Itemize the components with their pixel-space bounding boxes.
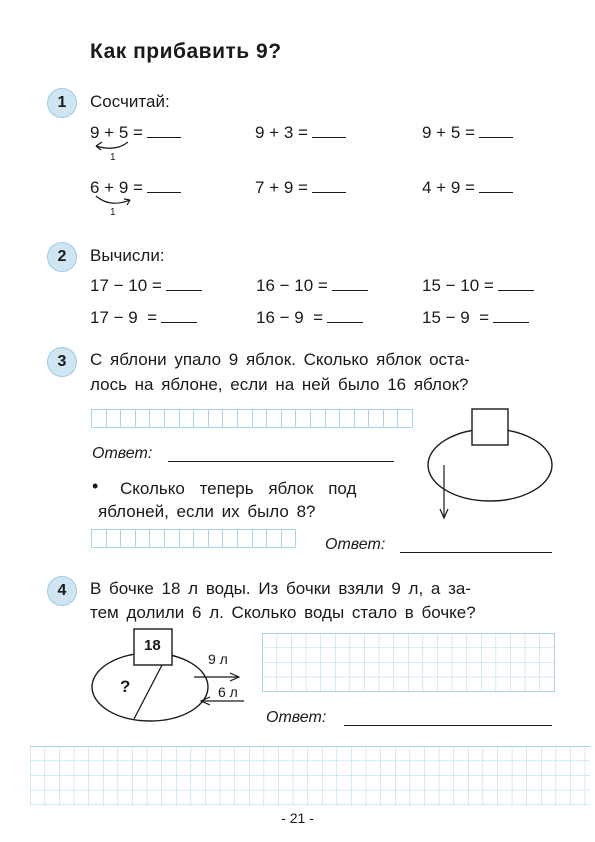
tree-box bbox=[472, 409, 508, 445]
strip-cell bbox=[368, 409, 384, 428]
notes-grid[interactable] bbox=[30, 746, 590, 808]
t2-expr-6-text: 15 − 9 = bbox=[422, 308, 490, 327]
strip-cell bbox=[237, 409, 253, 428]
strip-cell bbox=[164, 409, 180, 428]
t3-answer-label-2: Ответ: bbox=[325, 536, 386, 553]
strip-cell bbox=[310, 409, 326, 428]
out-arrow-label: 9 л bbox=[208, 651, 228, 667]
t2-expr-2 bbox=[256, 276, 368, 296]
t3-answer-line-2[interactable] bbox=[400, 552, 552, 553]
strip-cell bbox=[354, 409, 370, 428]
strip-cell bbox=[266, 529, 282, 548]
t2-expr-4 bbox=[90, 308, 197, 328]
t1-expr-2-text: 9 + 3 = bbox=[255, 123, 308, 142]
answer-blank[interactable] bbox=[479, 137, 513, 138]
barrel-diagram bbox=[90, 625, 250, 725]
strip-cell bbox=[383, 409, 399, 428]
t1-arrow-label-2: 1 bbox=[110, 207, 116, 218]
strip-cell bbox=[164, 529, 180, 548]
barrel-box-value: 18 bbox=[144, 637, 161, 654]
t1-expr-5-text: 7 + 9 = bbox=[255, 178, 308, 197]
strip-cell bbox=[135, 409, 151, 428]
t4-answer-label: Ответ: bbox=[266, 709, 327, 726]
answer-blank[interactable] bbox=[498, 290, 534, 291]
task-2-badge: 2 bbox=[47, 242, 77, 272]
strip-cell bbox=[193, 409, 209, 428]
answer-blank[interactable] bbox=[161, 322, 197, 323]
task-1-badge: 1 bbox=[47, 88, 77, 118]
strip-cell bbox=[339, 409, 355, 428]
t3-bullet: • bbox=[92, 476, 99, 496]
t2-expr-3-text: 15 − 10 = bbox=[422, 276, 494, 295]
answer-blank[interactable] bbox=[493, 322, 529, 323]
strip-cell bbox=[91, 409, 107, 428]
strip-cell bbox=[237, 529, 253, 548]
t1-expr-1-text: 9 + 5 = bbox=[90, 123, 143, 142]
answer-blank[interactable] bbox=[332, 290, 368, 291]
t3-answer-line[interactable] bbox=[168, 461, 394, 462]
answer-blank[interactable] bbox=[147, 137, 181, 138]
task-3-text-line-1: С яблони упало 9 яблок. Сколько яблок оста- bbox=[90, 350, 470, 369]
t2-expr-1 bbox=[90, 276, 202, 296]
strip-cell bbox=[266, 409, 282, 428]
task-1-heading: Сосчитай: bbox=[90, 92, 170, 111]
t3-followup-line-2: яблоней, если их было 8? bbox=[98, 502, 316, 521]
t1-expr-5 bbox=[255, 178, 346, 198]
strip-cell bbox=[91, 529, 107, 548]
strip-cell bbox=[106, 409, 122, 428]
apple-tree-diagram bbox=[420, 405, 560, 525]
strip-cell bbox=[397, 409, 413, 428]
t1-arrow-label-1: 1 bbox=[110, 152, 116, 163]
t2-expr-5-text: 16 − 9 = bbox=[256, 308, 324, 327]
task-4-badge: 4 bbox=[47, 576, 77, 606]
t3-answer-label: Ответ: bbox=[92, 445, 153, 462]
strip-cell bbox=[252, 529, 268, 548]
answer-blank[interactable] bbox=[312, 192, 346, 193]
t3-solution-strip[interactable] bbox=[92, 409, 413, 428]
strip-cell bbox=[135, 529, 151, 548]
answer-blank[interactable] bbox=[166, 290, 202, 291]
t4-solution-grid[interactable] bbox=[262, 633, 556, 693]
page-number: - 21 - bbox=[281, 810, 314, 826]
t1-expr-3 bbox=[422, 123, 513, 143]
strip-cell bbox=[179, 409, 195, 428]
strip-cell bbox=[325, 409, 341, 428]
t1-expr-4-text: 6 + 9 = bbox=[90, 178, 143, 197]
strip-cell bbox=[281, 529, 297, 548]
strip-cell bbox=[295, 409, 311, 428]
in-arrow-label: 6 л bbox=[218, 684, 238, 700]
task-2-heading: Вычисли: bbox=[90, 246, 165, 265]
t1-hint-arrow-2 bbox=[88, 194, 148, 216]
strip-cell bbox=[149, 409, 165, 428]
strip-cell bbox=[193, 529, 209, 548]
t2-expr-6 bbox=[422, 308, 529, 328]
answer-blank[interactable] bbox=[312, 137, 346, 138]
task-3-text-line-2: лось на яблоне, если на ней было 16 яблок? bbox=[90, 375, 469, 394]
t2-expr-2-text: 16 − 10 = bbox=[256, 276, 328, 295]
task-3-badge: 3 bbox=[47, 347, 77, 377]
page-title: Как прибавить 9? bbox=[90, 40, 282, 63]
t3-followup-strip[interactable] bbox=[92, 529, 296, 548]
strip-cell bbox=[149, 529, 165, 548]
strip-cell bbox=[208, 529, 224, 548]
t2-expr-5 bbox=[256, 308, 363, 328]
t2-expr-4-text: 17 − 9 = bbox=[90, 308, 158, 327]
strip-cell bbox=[120, 529, 136, 548]
answer-blank[interactable] bbox=[479, 192, 513, 193]
barrel-unknown: ? bbox=[120, 677, 131, 696]
strip-cell bbox=[106, 529, 122, 548]
t1-hint-arrow-1 bbox=[88, 138, 148, 168]
strip-cell bbox=[222, 409, 238, 428]
t1-expr-3-text: 9 + 5 = bbox=[422, 123, 475, 142]
task-4-text-line-2: тем долили 6 л. Сколько воды стало в бочке? bbox=[90, 603, 476, 622]
t4-answer-line[interactable] bbox=[344, 725, 552, 726]
t1-expr-2 bbox=[255, 123, 346, 143]
strip-cell bbox=[281, 409, 297, 428]
strip-cell bbox=[208, 409, 224, 428]
t2-expr-3 bbox=[422, 276, 534, 296]
strip-cell bbox=[222, 529, 238, 548]
strip-cell bbox=[252, 409, 268, 428]
t3-followup-line-1: Сколько теперь яблок под bbox=[120, 479, 357, 498]
t2-expr-1-text: 17 − 10 = bbox=[90, 276, 162, 295]
strip-cell bbox=[179, 529, 195, 548]
t1-expr-6-text: 4 + 9 = bbox=[422, 178, 475, 197]
task-4-text-line-1: В бочке 18 л воды. Из бочки взяли 9 л, а за- bbox=[90, 579, 472, 598]
strip-cell bbox=[120, 409, 136, 428]
answer-blank[interactable] bbox=[147, 192, 181, 193]
answer-blank[interactable] bbox=[327, 322, 363, 323]
barrel-divider bbox=[134, 665, 162, 719]
t1-expr-6 bbox=[422, 178, 513, 198]
